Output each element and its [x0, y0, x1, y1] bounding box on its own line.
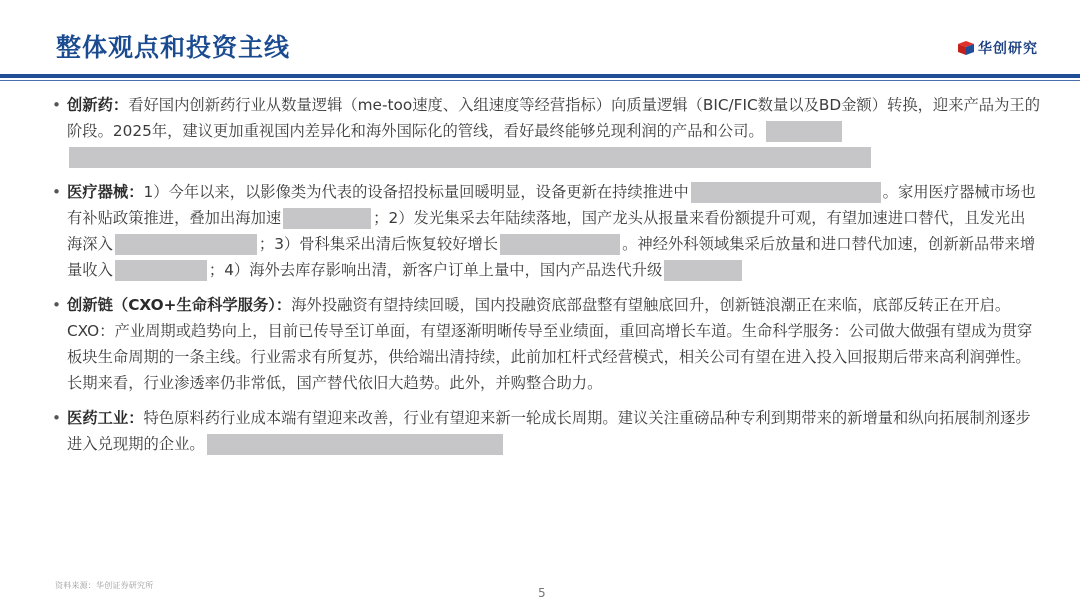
logo-text: 华创研究 [978, 41, 1038, 57]
redaction-block [283, 208, 371, 229]
page-title: 整体观点和投资主线 [56, 33, 291, 62]
bullet-heading: 创新药： [67, 96, 129, 114]
redaction-block [664, 260, 742, 281]
bullet-text: 海外投融资有望持续回暖，国内投融资底部盘整有望触底回升，创新链浪潮正在来临，底部反转正在开启。CXO：产业周期或趋势向上，目前已传导至订单面，有望逐渐明晰传导至业绩面，重回高增长车道。生命科学服务：公司做大做强有望成为贯穿板块生命周期的一条主线。行业需求有所复苏，供给端出清持续，此前加杠杆式经营模式，相关公司有望在进入投入回报期后带来高利润弹性。长期来看，行业渗透率仍非常低，国产替代依旧大趋势。此外，并购整合助力。 [67, 296, 1033, 392]
header-divider-thin [0, 80, 1080, 81]
bullet-list [50, 92, 1040, 466]
bullet-heading: 医疗器械： [67, 183, 144, 201]
bullet-text: ；3）骨科集采出清后恢复较好增长 [258, 235, 499, 253]
redaction-block [207, 434, 503, 455]
bullet-text: 1）今年以来，以影像类为代表的设备招投标量回暖明显，设备更新在持续推进中 [143, 183, 689, 201]
bullet-text: ；4）海外去库存影响出清，新客户订单上量中，国内产品迭代升级 [208, 261, 663, 279]
redaction-block [69, 147, 871, 168]
redaction-block [500, 234, 620, 255]
redaction-block [115, 234, 257, 255]
source-note: 资料来源：华创证券研究所 [55, 581, 154, 590]
redaction-block [691, 182, 881, 203]
bullet-text: 。神经外科领域集采后放量和进口替代加速，创新新品带来增量收入 [67, 235, 1036, 279]
bullet-text: 特色原料药行业成本端有望迎来改善，行业有望迎来新一轮成长周期。建议关注重磅品种专利到期带来的新增量和纵向拓展制剂逐步进入兑现期的企业。 [67, 409, 1031, 453]
bullet-text: 看好国内创新药行业从数量逻辑（me-too速度、入组速度等经营指标）向质量逻辑（BIC/FIC数量以及BD金额）转换，迎来产品为王的阶段。2025年，建议更加重视国内差异化和海外国际化的管线，看好最终能够兑现利润的产品和公司。 [67, 96, 1040, 140]
bullet-heading: 医药工业： [67, 409, 144, 427]
bullet-pharma-industry [50, 405, 1040, 457]
redaction-block [766, 121, 842, 142]
cube-icon [957, 40, 975, 56]
header-divider [0, 74, 1080, 78]
bullet-text: ；2）发光集采去年陆续落地，国产龙头从报量来看份额提升可观，有望加速进口替代，且发光出海深入 [67, 209, 1026, 253]
bullet-medical-devices [50, 179, 1040, 283]
page-number: 5 [538, 586, 546, 600]
bullet-innovation-chain [50, 292, 1040, 396]
bullet-innovative-drugs [50, 92, 1040, 170]
bullet-heading: 创新链（CXO+生命科学服务）： [67, 296, 292, 314]
brand-logo [957, 38, 1038, 58]
redaction-block [115, 260, 207, 281]
bullet-text: 。家用医疗器械市场也有补贴政策推进，叠加出海加速 [67, 183, 1036, 227]
